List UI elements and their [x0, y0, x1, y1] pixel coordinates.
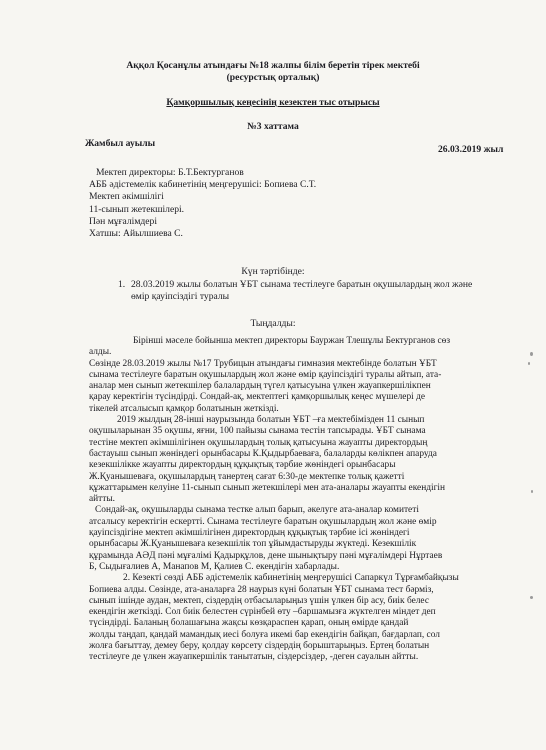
body-line: сынама тестілеуге баратын оқушылардың жол және өмір қауіпсіздігі туралы айтып, ата-: [89, 369, 442, 380]
attendee-item: 11-сынып жетекшілері.: [89, 204, 185, 215]
body-line: қауіпсіздігіне мектеп әкімшілігінен директордың құқықтық тәрбие ісі жөніндегі: [89, 528, 410, 539]
body-line: алды.: [89, 347, 112, 358]
body-line: тестіне мектеп әкімшілігінен оқушылардың толық қатысуына жауапты директордың: [89, 437, 428, 448]
body-line: құжаттарымен келуіне 11-сынып сынып жетекшілері мен ата-аналары жауапты екендігін: [89, 482, 446, 493]
body-line: жолға бағыттау, демеу беру, қолдау көрсету сіздердің борыштарыңыз. Ертең болатын: [89, 641, 430, 652]
body-line: кезекшілікке жауапты директордың құқықтық тәрбие жөніндегі орынбасары: [89, 460, 396, 471]
place: Жамбыл ауылы: [85, 138, 156, 149]
scan-speck: [531, 490, 533, 493]
scan-speck: [530, 352, 533, 356]
body-line: Бопиева алды. Сөзінде, ата-аналарға 28 наурыз күні болатын ҰБТ сынама тест бәрміз,: [89, 584, 434, 595]
body-line: Бірінші мәселе бойынша мектеп директоры Бауржан Тлешұлы Бектурганов сөз: [133, 336, 451, 346]
heard-heading: Тыңдалды:: [250, 318, 296, 329]
date: 26.03.2019 жыл: [438, 144, 504, 155]
protocol-number: №3 хаттама: [247, 121, 299, 132]
body-line: 2019 жылдың 28-інші наурызында болатын ҰБТ –ға мектебімізден 11 сынып: [117, 415, 425, 426]
body-line: құрамында АӘД пәні мұғалімі Қадырқұлов, дене шынықтыру пәні мұғалімдері Нұртаев: [89, 550, 443, 561]
agenda-item-line: 28.03.2019 жылы болатын ҰБТ сынама тестілеуге баратын оқушылардың жол және: [131, 279, 473, 290]
school-title: Аққол Қосанұлы атындағы №18 жалпы білім беретін тірек мектебі: [126, 60, 420, 71]
school-subtitle: (ресурстық орталық): [226, 72, 320, 83]
body-line: қарау керектігін түсіндірді. Сондай-ақ, мектептегі қамқоршылық кеңес мүшелері де: [89, 392, 426, 403]
body-line: бастауыш сынып жөніндегі орынбасары К.Қыдырбаевағa, балаларды көлікпен апаруда: [89, 448, 437, 459]
attendee-item: Пән мұғалімдері: [89, 216, 157, 227]
body-line: тестілеуге де үлкен жауапкершілік танытатын, сіздерсіздер, -деген сауалын айтты.: [89, 652, 419, 663]
body-line: 2. Кезекті сөзді АББ әдістемелік кабинетінің меңгерушісі Сапаркүл Тұрғамбайқызы: [123, 573, 459, 584]
body-line: жолды таңдап, қандай мамандық иесі болуға икемі бар екендігін байқап, бағдарлап, сол: [89, 629, 440, 640]
agenda-item-line: өмір қауіпсіздігі туралы: [131, 291, 230, 302]
body-line: атсалысу керектігін ескертті. Сынама тестілеуге баратын оқушылардың жол және өмір: [89, 516, 437, 527]
body-line: тікелей атсалысып қамқор болатынын жеткізді.: [89, 403, 279, 414]
body-line: айтты.: [89, 494, 116, 505]
agenda-item-number: 1.: [118, 279, 126, 290]
scan-speck: [528, 362, 530, 365]
body-line: орынбасары Ж.Қуанышеваға кезекшілік топ ұйымдастыруды жүктеді. Кезекшілік: [89, 539, 417, 550]
body-line: Ж.Қуанышеваға, оқушылардың танертең сағат 6:30-де мектепке толық қажетті: [89, 471, 405, 482]
attendee-item: АББ әдістемелік кабинетінің меңгерушісі: Бопиева С.Т.: [89, 179, 317, 190]
body-line: Б, Сыдығалиев А, Манапов М, Қалиев С. екендігін хабарлады.: [89, 561, 340, 572]
attendee-item: Мектеп директоры: Б.Т.Бектурганов: [96, 167, 244, 178]
body-line: түсіндірді. Баланың болашағына жақсы көзқараспен қарап, оның өмірде қандай: [89, 618, 409, 629]
scan-speck: [530, 596, 533, 599]
body-line: оқушыларынан 35 оқушы, яғни, 100 пайызы сынама тестін тапсырады. ҰБТ сынама: [89, 426, 426, 437]
body-line: Сондай-ақ, оқушыларды сынама тестке алып барып, әкелуге ата-аналар комитеті: [95, 505, 419, 516]
attendee-item: Мектеп әкімшілігі: [89, 191, 164, 202]
body-line: аналар мен сынып жетекшілер балалардың түгел қатысуына үлкен жауапкершілікпен: [89, 381, 431, 392]
agenda-heading: Күн тәртібінде:: [241, 266, 305, 277]
attendee-item: Хатшы: Айылшиева С.: [89, 228, 183, 239]
body-line: Сөзінде 28.03.2019 жылы №17 Трубицын атындағы гимназия мектебінде болатын ҰБТ: [89, 358, 437, 369]
body-line: сынып ішінде аудан, мектеп, сіздердің отбасыларыңыз үшін үлкен бір асу, биік белес: [89, 595, 429, 606]
meeting-body: [89, 336, 518, 664]
body-line: екендігін жеткізді. Сол биік белестен сүрінбей өту –баршамызға жүктелген міндет деп: [89, 607, 436, 618]
meeting-title: Қамқоршылық кеңесінің кезектен тыс отырысы: [166, 97, 380, 108]
